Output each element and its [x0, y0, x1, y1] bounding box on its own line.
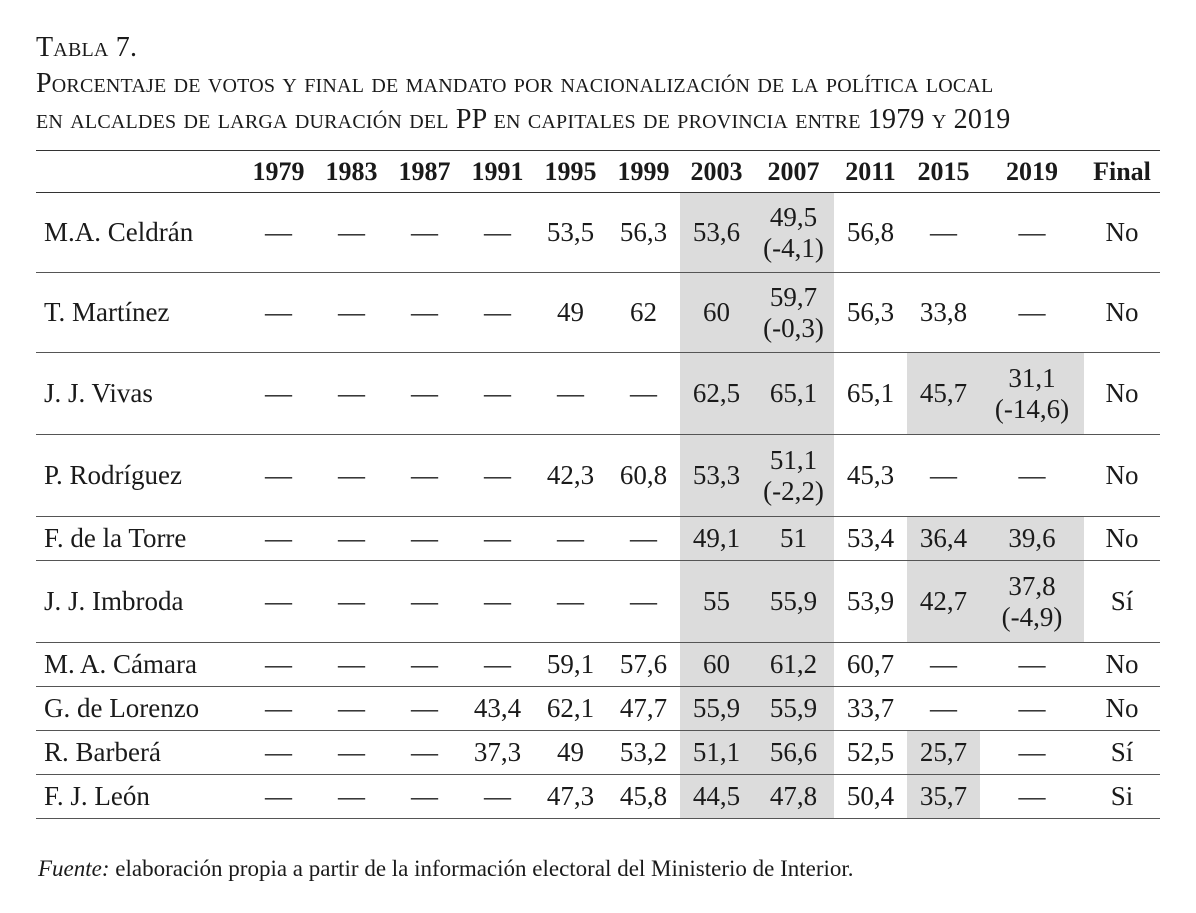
column-header-final: Final [1093, 156, 1151, 186]
vote-value: 35,7 [919, 781, 968, 811]
cell-2011 [834, 273, 907, 353]
vote-value: — [484, 523, 511, 553]
column-header-2003: 2003 [690, 156, 743, 186]
vote-value: 47,7 [619, 693, 668, 723]
cell-2003 [680, 517, 753, 561]
vote-value: — [338, 586, 365, 616]
vote-value: 53,9 [846, 586, 895, 616]
vote-value: — [338, 378, 365, 408]
vote-value: — [265, 460, 292, 490]
vote-value: 42,7 [919, 586, 968, 616]
vote-value: — [484, 378, 511, 408]
cell-2003 [680, 687, 753, 731]
vote-value: 51 [780, 523, 807, 553]
vote-value: 50,4 [846, 781, 895, 811]
vote-value: — [557, 523, 584, 553]
cell-1987 [388, 643, 461, 687]
table-row [36, 775, 1160, 819]
vote-value: 56,3 [846, 297, 895, 327]
cell-2003 [680, 643, 753, 687]
cell-1979 [242, 193, 315, 273]
vote-value: — [338, 693, 365, 723]
cell-1979 [242, 775, 315, 819]
vote-value: 60,7 [846, 649, 895, 679]
caption-label: Tabla 7. [36, 32, 138, 63]
cell-1991 [461, 775, 534, 819]
vote-value: — [484, 649, 511, 679]
vote-value: 56,8 [846, 217, 895, 247]
table-row [36, 687, 1160, 731]
vote-value: — [338, 523, 365, 553]
cell-2015 [907, 687, 980, 731]
cell-1995 [534, 193, 607, 273]
cell-1983 [315, 435, 388, 517]
cell-2019 [980, 561, 1084, 643]
cell-1999 [607, 517, 680, 561]
cell-2015 [907, 561, 980, 643]
cell-1995 [534, 353, 607, 435]
cell-2015 [907, 435, 980, 517]
vote-value: 62 [630, 297, 657, 327]
mayor-name: G. de Lorenzo [44, 693, 200, 723]
cell-final [1084, 273, 1160, 353]
cell-2015 [907, 273, 980, 353]
cell-2011 [834, 193, 907, 273]
vote-value: 43,4 [473, 693, 522, 723]
vote-value: — [930, 693, 957, 723]
vote-value: — [630, 523, 657, 553]
column-header-2011: 2011 [845, 156, 896, 186]
cell-2019 [980, 775, 1084, 819]
vote-value: 49,1 [692, 523, 741, 553]
vote-value: — [1018, 460, 1046, 490]
cell-final [1084, 687, 1160, 731]
cell-final [1084, 731, 1160, 775]
cell-2015 [907, 193, 980, 273]
cell-1979 [242, 435, 315, 517]
vote-value: — [930, 460, 957, 490]
vote-value: — [411, 378, 438, 408]
vote-value: 39,6 [1008, 523, 1056, 553]
vote-value: — [338, 781, 365, 811]
vote-value: 53,3 [692, 460, 741, 490]
vote-value: 45,3 [846, 460, 895, 490]
vote-value: — [265, 523, 292, 553]
vote-value: 31,1 [1008, 362, 1056, 393]
cell-1995 [534, 561, 607, 643]
vote-value: — [1018, 781, 1046, 811]
vote-value: 49 [557, 737, 584, 767]
vote-value: — [338, 649, 365, 679]
vote-value: No [1105, 523, 1139, 553]
table-row [36, 193, 1160, 273]
vote-value: — [557, 586, 584, 616]
vote-value: 49 [557, 297, 584, 327]
table-row [36, 517, 1160, 561]
vote-value: No [1105, 460, 1139, 490]
vote-difference: (-0,3) [763, 312, 824, 343]
vote-value: 55,9 [692, 693, 741, 723]
vote-value: 61,2 [769, 649, 818, 679]
cell-2019 [980, 353, 1084, 435]
results-table [36, 150, 1160, 819]
vote-value: — [265, 217, 292, 247]
vote-value: 44,5 [692, 781, 741, 811]
cell-final [1084, 775, 1160, 819]
cell-1991 [461, 435, 534, 517]
vote-value: 53,5 [546, 217, 595, 247]
vote-value: 47,3 [546, 781, 595, 811]
cell-1979 [242, 353, 315, 435]
cell-2015 [907, 643, 980, 687]
vote-value: 60,8 [619, 460, 668, 490]
vote-difference: (-2,2) [763, 475, 824, 506]
table-row [36, 643, 1160, 687]
cell-2003 [680, 561, 753, 643]
mayor-name: M.A. Celdrán [44, 217, 194, 247]
cell-2015 [907, 731, 980, 775]
vote-value: — [411, 523, 438, 553]
cell-1995 [534, 775, 607, 819]
cell-final [1084, 353, 1160, 435]
vote-value: — [411, 649, 438, 679]
column-header-name [36, 151, 242, 193]
vote-value: 59,7 [769, 281, 818, 312]
vote-value: — [930, 649, 957, 679]
cell-1987 [388, 193, 461, 273]
vote-value: Sí [1110, 737, 1134, 767]
vote-value: — [930, 217, 957, 247]
cell-2019 [980, 193, 1084, 273]
cell-2007 [753, 643, 834, 687]
cell-2019 [980, 687, 1084, 731]
cell-2007 [753, 273, 834, 353]
header-row [36, 151, 1160, 193]
cell-2007 [753, 193, 834, 273]
mayor-name: J. J. Imbroda [44, 586, 184, 616]
vote-difference: (-4,9) [1001, 601, 1063, 632]
cell-1995 [534, 731, 607, 775]
vote-value: — [265, 378, 292, 408]
vote-value: 37,8 [1008, 570, 1056, 601]
cell-2011 [834, 687, 907, 731]
vote-value: — [484, 781, 511, 811]
mayor-name: F. J. León [44, 781, 150, 811]
column-header-1999: 1999 [617, 156, 670, 186]
cell-final [1084, 561, 1160, 643]
mayor-name: R. Barberá [44, 737, 161, 767]
cell-2007 [753, 687, 834, 731]
vote-value: — [411, 781, 438, 811]
cell-1991 [461, 687, 534, 731]
vote-value: 53,6 [692, 217, 741, 247]
cell-1983 [315, 775, 388, 819]
vote-value: — [411, 586, 438, 616]
vote-value: 62,1 [546, 693, 595, 723]
cell-1995 [534, 517, 607, 561]
cell-2003 [680, 775, 753, 819]
vote-value: — [1018, 217, 1046, 247]
cell-1999 [607, 643, 680, 687]
cell-2011 [834, 353, 907, 435]
vote-value: — [265, 649, 292, 679]
vote-value: 57,6 [619, 649, 668, 679]
column-header-1991: 1991 [471, 156, 524, 186]
table-row [36, 435, 1160, 517]
vote-value: 25,7 [919, 737, 968, 767]
mayor-name: P. Rodríguez [44, 460, 182, 490]
cell-2019 [980, 517, 1084, 561]
cell-1983 [315, 643, 388, 687]
cell-1979 [242, 731, 315, 775]
source-label: Fuente: [38, 856, 110, 881]
cell-2007 [753, 353, 834, 435]
cell-1987 [388, 687, 461, 731]
table-row [36, 731, 1160, 775]
column-header-2007: 2007 [767, 156, 820, 186]
vote-value: 52,5 [846, 737, 895, 767]
vote-value: — [484, 586, 511, 616]
vote-value: 36,4 [919, 523, 968, 553]
cell-1979 [242, 643, 315, 687]
cell-1991 [461, 353, 534, 435]
cell-1983 [315, 687, 388, 731]
vote-value: Si [1110, 781, 1134, 811]
cell-2007 [753, 435, 834, 517]
cell-2003 [680, 353, 753, 435]
mayor-name: F. de la Torre [44, 523, 187, 553]
cell-final [1084, 193, 1160, 273]
cell-1991 [461, 561, 534, 643]
cell-2019 [980, 273, 1084, 353]
vote-value: — [484, 217, 511, 247]
column-header-1995: 1995 [544, 156, 597, 186]
column-header-1983: 1983 [325, 156, 378, 186]
vote-value: 47,8 [769, 781, 818, 811]
cell-1991 [461, 517, 534, 561]
source-text: elaboración propia a partir de la información electoral del Ministerio de Interior. [109, 856, 854, 881]
cell-1987 [388, 273, 461, 353]
vote-value: No [1105, 217, 1139, 247]
cell-1979 [242, 273, 315, 353]
vote-value: — [338, 217, 365, 247]
cell-1987 [388, 435, 461, 517]
cell-1987 [388, 561, 461, 643]
vote-value: — [265, 693, 292, 723]
vote-value: — [338, 297, 365, 327]
vote-value: — [630, 378, 657, 408]
vote-value: 45,8 [619, 781, 668, 811]
cell-1999 [607, 731, 680, 775]
vote-value: — [265, 781, 292, 811]
vote-value: — [411, 460, 438, 490]
cell-1995 [534, 435, 607, 517]
cell-2011 [834, 435, 907, 517]
vote-value: 55 [703, 586, 730, 616]
vote-value: 45,7 [919, 378, 968, 408]
vote-value: 53,2 [619, 737, 668, 767]
cell-2011 [834, 775, 907, 819]
vote-value: 60 [703, 297, 730, 327]
cell-2007 [753, 731, 834, 775]
cell-1999 [607, 687, 680, 731]
table-row [36, 561, 1160, 643]
source-note [38, 856, 854, 882]
cell-1995 [534, 687, 607, 731]
cell-1979 [242, 561, 315, 643]
cell-1999 [607, 353, 680, 435]
cell-2003 [680, 193, 753, 273]
cell-1983 [315, 517, 388, 561]
cell-final [1084, 435, 1160, 517]
vote-value: — [411, 693, 438, 723]
cell-1991 [461, 643, 534, 687]
vote-value: No [1105, 693, 1139, 723]
cell-1983 [315, 273, 388, 353]
vote-value: — [484, 460, 511, 490]
table-body [36, 193, 1160, 819]
vote-value: — [630, 586, 657, 616]
cell-1999 [607, 273, 680, 353]
vote-value: 51,1 [692, 737, 741, 767]
cell-2003 [680, 731, 753, 775]
cell-2015 [907, 517, 980, 561]
vote-value: — [1018, 297, 1046, 327]
cell-1987 [388, 731, 461, 775]
cell-2019 [980, 643, 1084, 687]
vote-value: — [1018, 737, 1046, 767]
cell-1991 [461, 273, 534, 353]
vote-value: No [1105, 649, 1139, 679]
cell-1983 [315, 193, 388, 273]
vote-value: No [1105, 378, 1139, 408]
cell-2011 [834, 643, 907, 687]
table-row [36, 353, 1160, 435]
vote-value: 53,4 [846, 523, 895, 553]
vote-value: — [1018, 693, 1046, 723]
vote-difference: (-14,6) [994, 393, 1070, 424]
vote-value: — [484, 297, 511, 327]
vote-value: 59,1 [546, 649, 595, 679]
cell-1987 [388, 775, 461, 819]
vote-value: — [557, 378, 584, 408]
table-row [36, 273, 1160, 353]
cell-1979 [242, 687, 315, 731]
column-header-1987: 1987 [398, 156, 451, 186]
vote-value: — [265, 737, 292, 767]
cell-2003 [680, 435, 753, 517]
cell-1995 [534, 273, 607, 353]
cell-1987 [388, 353, 461, 435]
cell-1999 [607, 775, 680, 819]
vote-value: 60 [703, 649, 730, 679]
vote-value: — [265, 297, 292, 327]
cell-2019 [980, 435, 1084, 517]
cell-2019 [980, 731, 1084, 775]
vote-difference: (-4,1) [763, 232, 824, 263]
cell-2007 [753, 561, 834, 643]
vote-value: No [1105, 297, 1139, 327]
cell-1991 [461, 731, 534, 775]
cell-2011 [834, 517, 907, 561]
cell-final [1084, 643, 1160, 687]
mayor-name: M. A. Cámara [44, 649, 197, 679]
cell-1999 [607, 193, 680, 273]
cell-1979 [242, 517, 315, 561]
cell-1999 [607, 435, 680, 517]
cell-1999 [607, 561, 680, 643]
vote-value: — [411, 297, 438, 327]
vote-value: 65,1 [769, 378, 818, 408]
vote-value: — [411, 737, 438, 767]
cell-1995 [534, 643, 607, 687]
mayor-name: J. J. Vivas [44, 378, 153, 408]
vote-value: 55,9 [769, 693, 818, 723]
cell-2015 [907, 353, 980, 435]
vote-value: — [1018, 649, 1046, 679]
vote-value: 51,1 [769, 444, 818, 475]
cell-1983 [315, 731, 388, 775]
vote-value: 42,3 [546, 460, 595, 490]
vote-value: 33,7 [846, 693, 895, 723]
cell-1983 [315, 353, 388, 435]
cell-2011 [834, 731, 907, 775]
vote-value: 49,5 [769, 201, 818, 232]
vote-value: 56,6 [769, 737, 818, 767]
caption-title-line-1: Porcentaje de votos y final de mandato por nacionalización de la política local [36, 68, 994, 99]
cell-1991 [461, 193, 534, 273]
vote-value: 62,5 [692, 378, 741, 408]
vote-value: — [338, 737, 365, 767]
cell-2003 [680, 273, 753, 353]
vote-value: — [411, 217, 438, 247]
mayor-name: T. Martínez [44, 297, 170, 327]
vote-value: — [265, 586, 292, 616]
cell-2007 [753, 775, 834, 819]
vote-value: 33,8 [919, 297, 968, 327]
cell-1987 [388, 517, 461, 561]
cell-1983 [315, 561, 388, 643]
vote-value: 56,3 [619, 217, 668, 247]
vote-value: Sí [1110, 586, 1134, 616]
column-header-2019: 2019 [1006, 156, 1058, 186]
column-header-1979: 1979 [252, 156, 305, 186]
vote-value: 37,3 [473, 737, 522, 767]
column-header-2015: 2015 [917, 156, 970, 186]
cell-2015 [907, 775, 980, 819]
caption-title-line-2: en alcaldes de larga duración del PP en capitales de provincia entre 1979 y 2019 [36, 104, 1011, 135]
cell-final [1084, 517, 1160, 561]
cell-2011 [834, 561, 907, 643]
table-caption [36, 30, 1166, 138]
vote-value: — [338, 460, 365, 490]
cell-2007 [753, 517, 834, 561]
vote-value: 55,9 [769, 586, 818, 616]
vote-value: 65,1 [846, 378, 895, 408]
